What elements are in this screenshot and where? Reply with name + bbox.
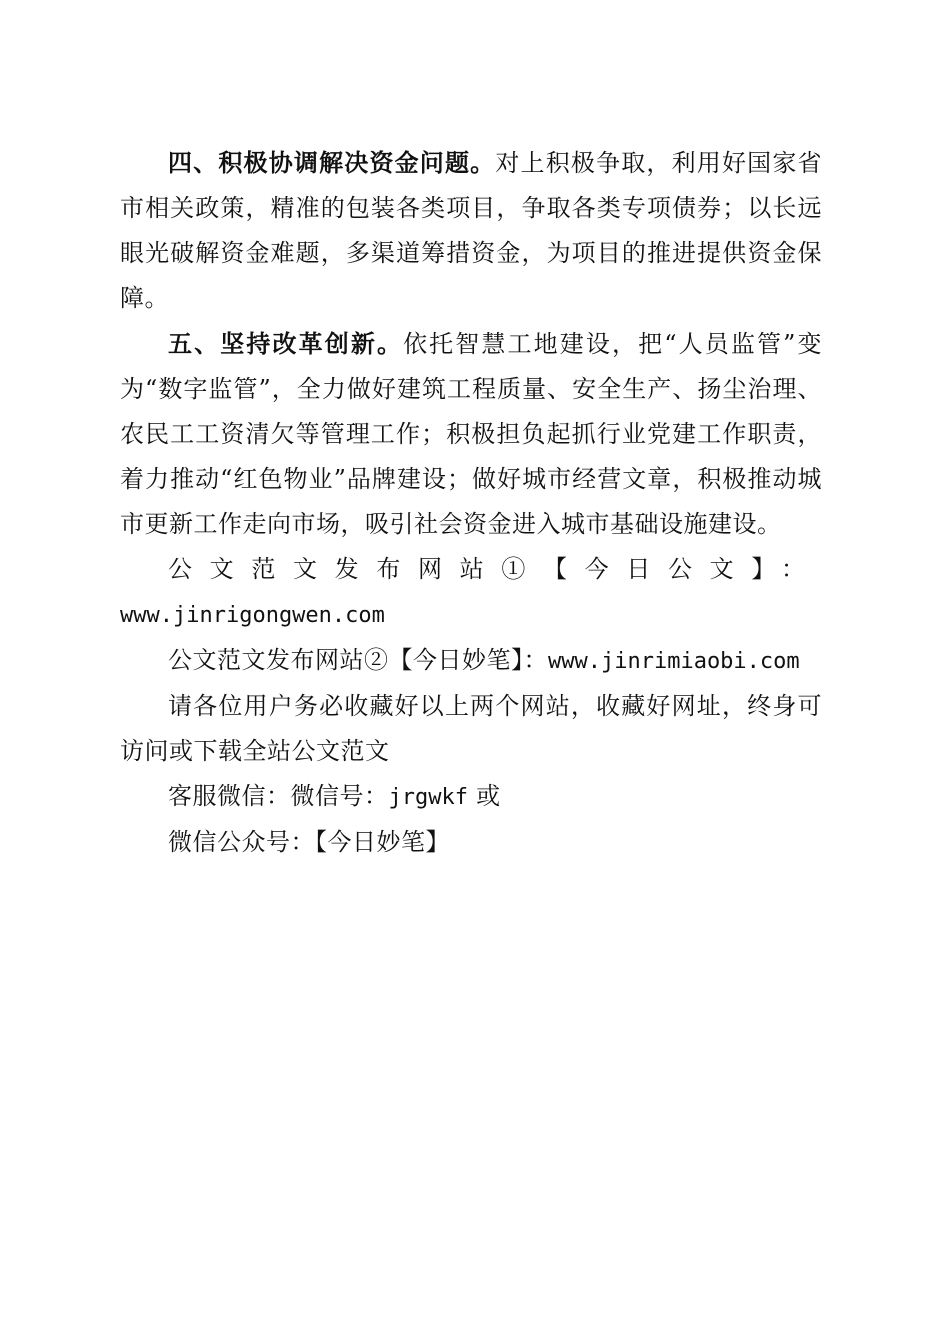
paragraph-funding-body: 对上积极争取，利用好国家省市相关政策，精准的包装各类项目，争取各类专项债券；以长远眼光破解资金难题，多渠道筹措资金，为项目的推进提供资金保障。: [120, 149, 823, 312]
site1-label: 公文范文发布网站①【今日公文】：: [168, 555, 822, 583]
paragraph-funding: [120, 140, 822, 321]
paragraph-reform-heading: 五、坚持改革创新。: [168, 329, 404, 358]
site2-label: 公文范文发布网站②【今日妙笔】：: [168, 646, 548, 674]
service-label: 客服微信：微信号：: [168, 782, 389, 810]
paragraph-funding-heading: 四、积极协调解决资金问题。: [168, 148, 496, 177]
service-or: 或: [476, 782, 501, 810]
official-account-line: 微信公众号：【今日妙笔】: [168, 828, 450, 856]
document-page: [120, 140, 822, 865]
site2-url: www.jinrimiaobi.com: [548, 649, 800, 674]
paragraph-reform: [120, 321, 822, 547]
site2-line: [120, 638, 822, 684]
site1-line: [120, 547, 822, 638]
service-id: jrgwkf: [388, 785, 468, 810]
site1-url: www.jinrigongwen.com: [120, 603, 385, 628]
paragraph-reform-body: 依托智慧工地建设，把“人员监管”变为“数字监管”，全力做好建筑工程质量、安全生产、扬尘治理、农民工工资清欠等管理工作；积极担负起抓行业党建工作职责，着力推动“红色物业”品牌建设；做好城市经营文章，积极推动城市更新工作走向市场，吸引社会资金进入城市基础设施建设。: [120, 330, 822, 538]
bookmark-notice: 请各位用户务必收藏好以上两个网站，收藏好网址，终身可访问或下载全站公文范文: [120, 692, 822, 765]
service-line: [120, 774, 822, 820]
